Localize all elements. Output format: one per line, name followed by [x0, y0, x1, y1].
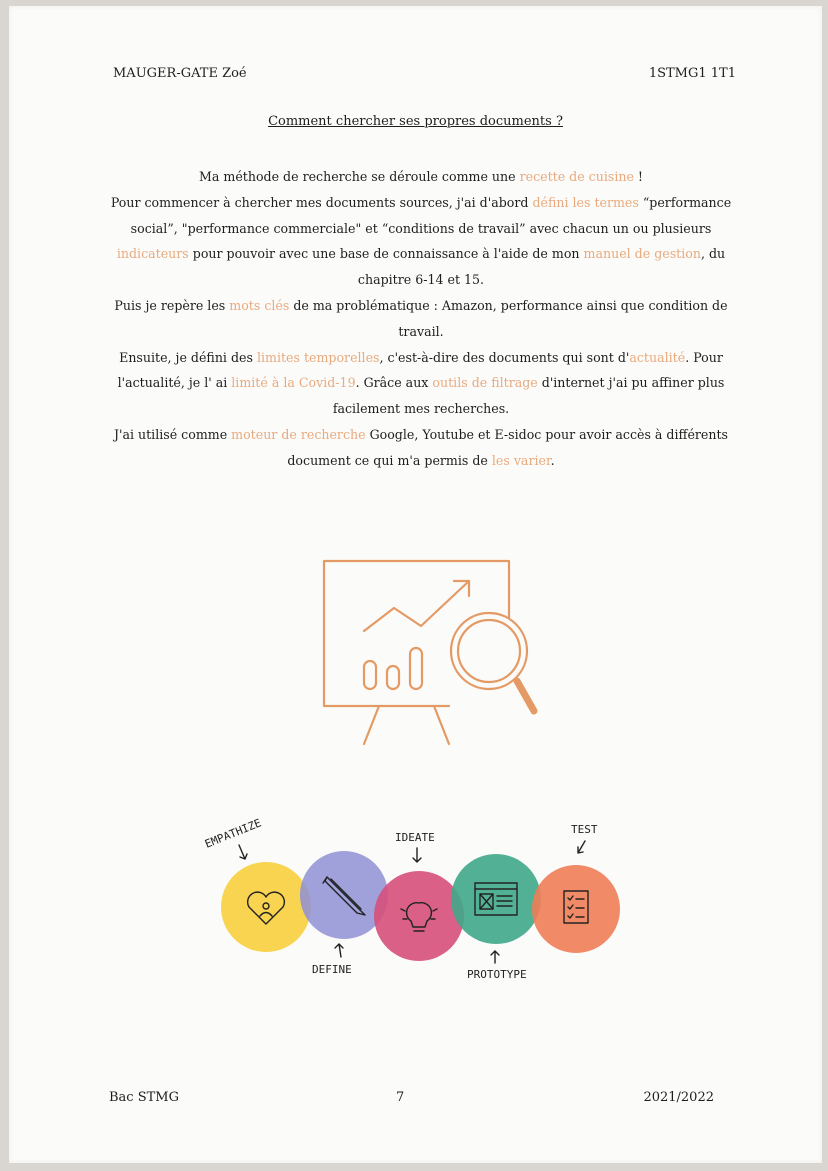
label-test: TEST	[571, 823, 598, 836]
highlighted-term: limites temporelles	[256, 349, 380, 365]
class-code: 1STMG1 1T1	[648, 66, 736, 81]
text-run: Google, Youtube et E-sidoc pour avoir accès à différents document ce qui m'a permis de	[287, 426, 729, 468]
board-leg-left	[364, 706, 379, 744]
bar-1	[364, 661, 376, 689]
magnifier-lens	[451, 613, 527, 689]
text-run: . Pour l'actualité, je l' ai	[117, 349, 723, 391]
bar-2	[387, 666, 399, 689]
highlighted-term: les varier	[491, 452, 551, 468]
highlighted-term: défini les termes	[532, 194, 639, 210]
text-run: Ma méthode de recherche se déroule comme une	[198, 169, 520, 184]
empathize-arrow	[239, 845, 247, 859]
bar-3	[410, 648, 422, 689]
paragraph	[101, 345, 741, 422]
highlighted-term: indicateurs	[116, 246, 189, 262]
text-run: de ma problématique : Amazon, performance ainsi que condition de travail.	[289, 297, 728, 339]
magnifier-handle	[517, 681, 534, 711]
paragraph	[101, 422, 741, 474]
analytics-board-illustration	[309, 556, 549, 756]
text-run: Puis je repère les	[114, 297, 230, 313]
highlighted-term: moteur de recherche	[231, 426, 366, 442]
label-prototype: PROTOTYPE	[467, 968, 527, 981]
paragraph	[101, 190, 741, 293]
test-arrow	[578, 841, 585, 853]
paragraph	[101, 164, 741, 190]
design-thinking-diagram	[199, 811, 639, 1001]
prototype-circle	[451, 854, 541, 944]
highlighted-term: recette de cuisine	[519, 169, 634, 184]
prototype-arrow	[491, 951, 499, 963]
highlighted-term: outils de filtrage	[432, 375, 538, 391]
board-leg-right	[434, 706, 449, 744]
label-empathize: EMPATHIZE	[203, 816, 264, 851]
text-run: J'ai utilisé comme	[113, 426, 232, 442]
label-define: DEFINE	[312, 963, 352, 976]
test-circle	[532, 865, 620, 953]
empathize-circle	[221, 862, 311, 952]
text-run: “performance social”, "performance commerciale" et “conditions de travail” avec chacun un ou plusieurs	[130, 194, 732, 236]
footer-exam: Bac STMG	[109, 1090, 179, 1105]
text-run: pour pouvoir avec une base de connaissance à l'aide de mon	[188, 246, 584, 262]
define-arrow	[335, 944, 343, 957]
body-text	[101, 164, 741, 474]
text-run: !	[633, 169, 643, 184]
page-number: 7	[396, 1090, 405, 1105]
text-run: , du chapitre 6-14 et 15.	[357, 246, 726, 288]
label-ideate: IDEATE	[395, 831, 435, 844]
highlighted-term: actualité	[629, 349, 686, 365]
text-run: d'internet j'ai pu affiner plus facilement mes recherches.	[332, 375, 725, 417]
define-circle	[300, 851, 388, 939]
text-run: .	[550, 452, 555, 468]
paragraph	[101, 293, 741, 345]
text-run: Ensuite, je défini des	[119, 349, 257, 365]
text-run: , c'est-à-dire des documents qui sont d'	[379, 349, 630, 365]
document-page	[9, 6, 822, 1163]
ideate-circle	[374, 871, 464, 961]
text-run: Pour commencer à chercher mes documents sources, j'ai d'abord	[110, 194, 533, 210]
highlighted-term: mots clés	[229, 297, 290, 313]
ideate-arrow	[413, 848, 421, 862]
trend-line	[364, 581, 469, 631]
text-run: . Grâce aux	[355, 375, 433, 391]
highlighted-term: manuel de gestion	[583, 246, 701, 262]
author-name: MAUGER-GATE Zoé	[113, 66, 247, 81]
highlighted-term: limité à la Covid-19	[231, 375, 356, 391]
page-title: Comment chercher ses propres documents ?	[268, 114, 563, 129]
footer-year: 2021/2022	[643, 1090, 714, 1105]
